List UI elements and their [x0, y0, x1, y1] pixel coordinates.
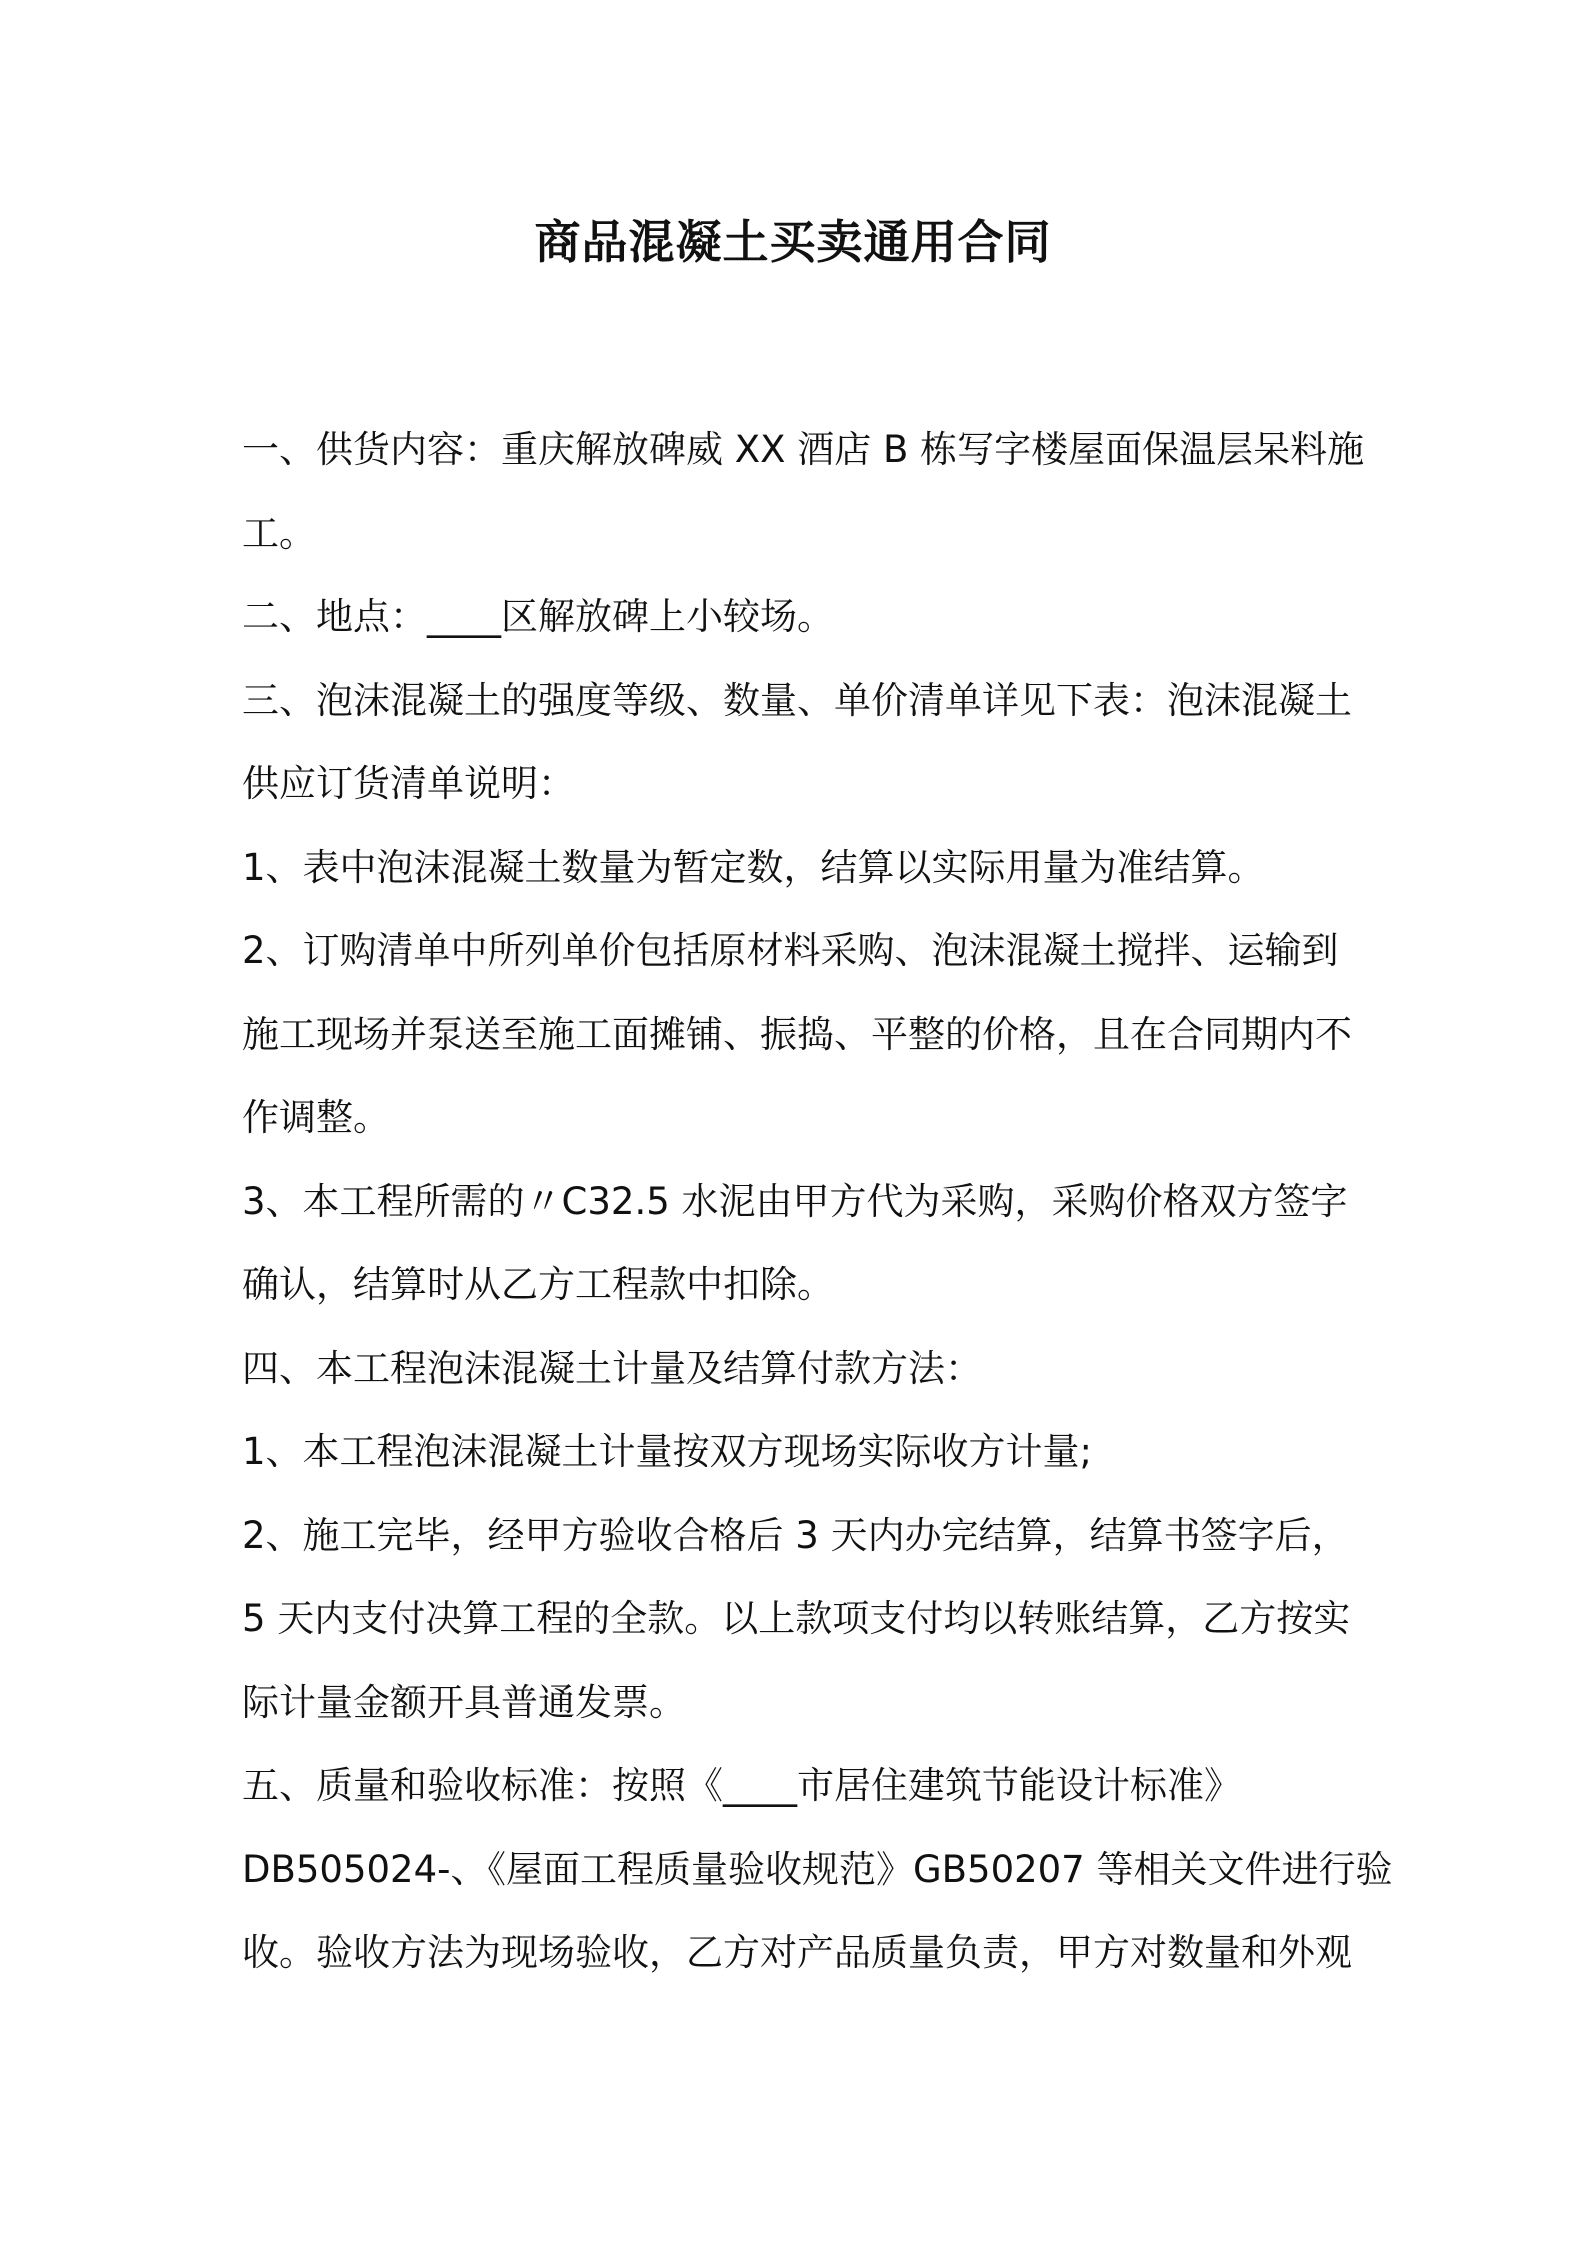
- text-line-6: 1、表中泡沫混凝土数量为暂定数，结算以实际用量为准结算。: [242, 845, 1265, 889]
- text-line-18: DB505024-、《屋面工程质量验收规范》GB50207 等相关文件进行验: [242, 1847, 1393, 1891]
- text-line-11: 确认，结算时从乙方工程款中扣除。: [242, 1263, 834, 1306]
- text-line-3: 二、地点：____区解放碑上小较场。: [242, 595, 834, 638]
- text-line-5: 供应订货清单说明：: [242, 762, 575, 805]
- text-line-14: 2、施工完毕，经甲方验收合格后 3 天内办完结算，结算书签字后，: [242, 1513, 1349, 1557]
- document-title: 商品混凝土买卖通用合同: [534, 215, 1052, 269]
- text-line-8: 施工现场并泵送至施工面摊铺、振捣、平整的价格，且在合同期内不: [242, 1012, 1352, 1056]
- text-line-17: 五、质量和验收标准：按照《____市居住建筑节能设计标准》: [242, 1764, 1241, 1807]
- text-line-2: 工。: [242, 511, 316, 555]
- text-line-7: 2、订购清单中所列单价包括原材料采购、泡沫混凝土搅拌、运输到: [242, 929, 1339, 972]
- text-line-1: 一、供货内容：重庆解放碑威 XX 酒店 B 栋写字楼屋面保温层呆料施: [242, 428, 1365, 471]
- text-line-13: 1、本工程泡沫混凝土计量按双方现场实际收方计量;: [242, 1430, 1093, 1473]
- text-line-4: 三、泡沫混凝土的强度等级、数量、单价清单详见下表：泡沫混凝土: [242, 678, 1352, 722]
- text-line-16: 际计量金额开具普通发票。: [242, 1680, 686, 1724]
- text-line-10: 3、本工程所需的〃C32.5 水泥由甲方代为采购，采购价格双方签字: [242, 1179, 1348, 1223]
- text-line-19: 收。验收方法为现场验收，乙方对产品质量负责，甲方对数量和外观: [242, 1931, 1352, 1974]
- text-line-9: 作调整。: [242, 1096, 390, 1139]
- text-line-12: 四、本工程泡沫混凝土计量及结算付款方法：: [242, 1346, 982, 1390]
- text-line-15: 5 天内支付决算工程的全款。以上款项支付均以转账结算，乙方按实: [242, 1597, 1351, 1640]
- document-body: [242, 408, 1393, 1995]
